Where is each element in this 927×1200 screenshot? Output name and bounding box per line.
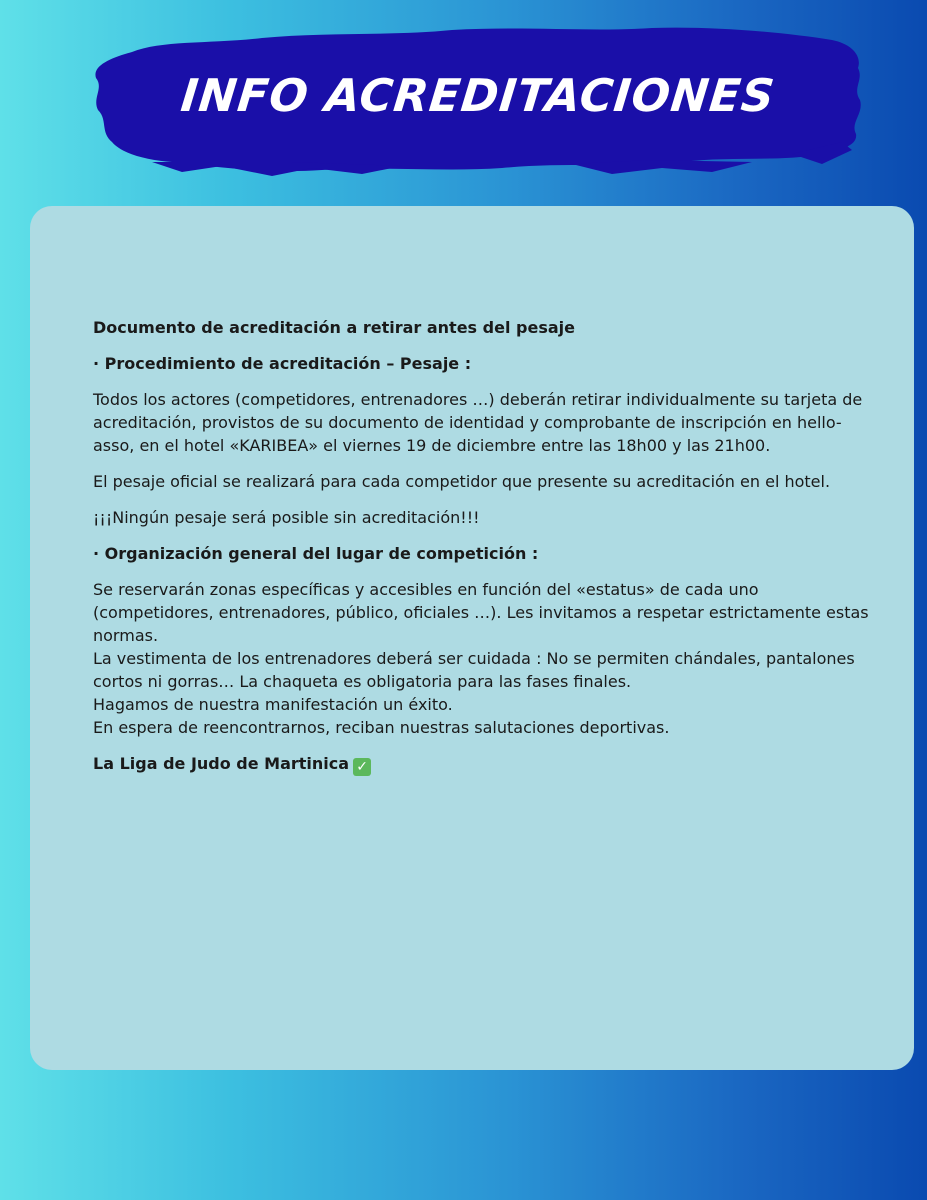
heading: Documento de acreditación a retirar antes del pesaje <box>93 318 575 337</box>
organization-line-greetings: En espera de reencontrarnos, reciban nuestras salutaciones deportivas. <box>93 718 670 737</box>
organization-line-dress-code: La vestimenta de los entrenadores deberá ser cuidada : No se permiten chándales, pantalones cortos ni gorras… La chaqueta es obligatoria para las fases finales. <box>93 649 855 691</box>
title-banner <box>92 22 864 178</box>
paragraph-warning: ¡¡¡Ningún pesaje será posible sin acreditación!!! <box>93 508 480 527</box>
paragraph-organization <box>93 578 883 739</box>
paragraph-accreditation: Todos los actores (competidores, entrenadores …) deberán retirar individualmente su tarjeta de acreditación, provistos de su documento de identidad y comprobante de inscripción en hello-asso, en el hotel «KARIBEA» el viernes 19 de diciembre entre las 18h00 y las 21h00. <box>93 390 863 455</box>
check-mark-icon: ✓ <box>353 758 371 776</box>
organization-line-zones: Se reservarán zonas específicas y accesibles en función del «estatus» de cada uno (competidores, entrenadores, público, oficiales …). Les invitamos a respetar estrictamente estas normas. <box>93 580 869 645</box>
info-content <box>93 316 883 789</box>
page-title: INFO ACREDITACIONES <box>178 69 778 122</box>
signature-text: La Liga de Judo de Martinica <box>93 754 350 773</box>
info-card <box>30 206 914 1070</box>
signature <box>93 752 883 776</box>
organization-line-success: Hagamos de nuestra manifestación un éxito. <box>93 695 453 714</box>
section-title-organization: · Organización general del lugar de competición : <box>93 544 539 563</box>
section-title-procedure: · Procedimiento de acreditación – Pesaje : <box>93 354 472 373</box>
paragraph-weigh-in: El pesaje oficial se realizará para cada competidor que presente su acreditación en el hotel. <box>93 472 831 491</box>
